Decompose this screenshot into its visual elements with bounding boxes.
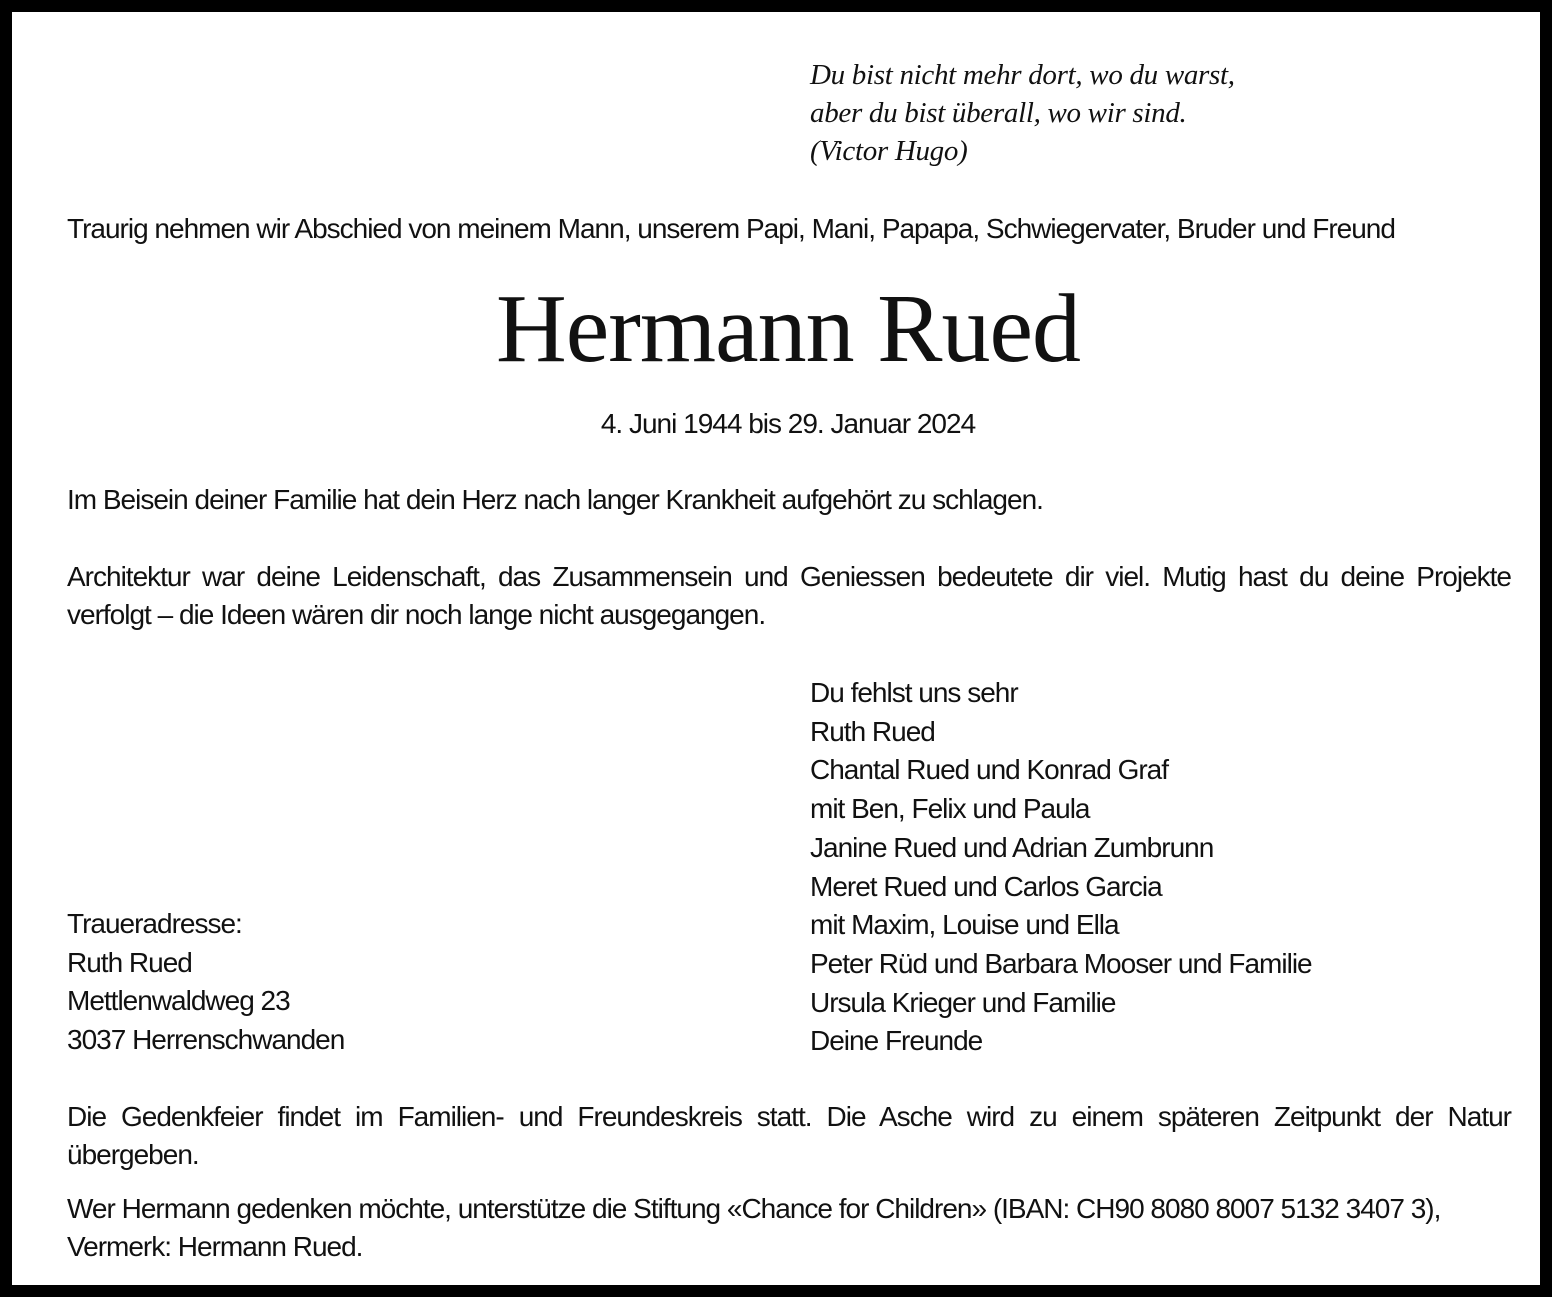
mourners-list xyxy=(810,674,1312,1061)
mourner-entry: Peter Rüd und Barbara Mooser und Familie xyxy=(810,947,1312,979)
mourner-entry: Chantal Rued und Konrad Graf xyxy=(810,754,1169,786)
address-label: Traueradresse: xyxy=(67,908,242,939)
mourners-heading: Du fehlst uns sehr xyxy=(810,677,1018,708)
mourner-entry: Janine Rued und Adrian Zumbrunn xyxy=(810,831,1214,863)
quote-line: aber du bist überall, wo wir sind. xyxy=(810,97,1187,129)
mourner-entry: Deine Freunde xyxy=(810,1025,983,1057)
paragraph-tribute: Architektur war deine Leidenschaft, das Zusammensein und Geniessen bedeutete dir viel. Mutig hast du deine Projekte verfolgt – die Ideen wären dir noch lange nicht ausgegangen. xyxy=(67,561,1511,630)
donation-reference: Vermerk: Hermann Rued. xyxy=(67,1231,363,1262)
memorial-info: Die Gedenkfeier findet im Familien- und Freundeskreis statt. Die Asche wird zu einem späteren Zeitpunkt der Natur übergeben. xyxy=(67,1101,1511,1170)
deceased-name: Hermann Rued xyxy=(496,275,1080,383)
mourner-entry: Ursula Krieger und Familie xyxy=(810,986,1116,1018)
quote-attribution: (Victor Hugo) xyxy=(810,135,968,167)
address-city: 3037 Herrenschwanden xyxy=(67,1024,345,1056)
mourner-entry: Meret Rued und Carlos Garcia xyxy=(810,870,1162,902)
mourning-address xyxy=(67,905,344,1060)
donation-info xyxy=(67,1190,1511,1266)
mourner-entry: mit Ben, Felix und Paula xyxy=(810,793,1090,825)
quote-block xyxy=(810,56,1235,170)
donation-line: Wer Hermann gedenken möchte, unterstütze die Stiftung «Chance for Children» (IBAN: CH90 8080 8007 5132 3407 3), xyxy=(67,1193,1441,1224)
address-name: Ruth Rued xyxy=(67,946,192,978)
life-dates: 4. Juni 1944 bis 29. Januar 2024 xyxy=(600,408,976,439)
intro-text: Traurig nehmen wir Abschied von meinem Mann, unserem Papi, Mani, Papapa, Schwiegervater, Bruder und Freund xyxy=(67,213,1395,244)
mourner-entry: mit Maxim, Louise und Ella xyxy=(810,909,1119,941)
address-street: Mettlenwaldweg 23 xyxy=(67,985,290,1017)
mourner-entry: Ruth Rued xyxy=(810,715,935,747)
paragraph-passing: Im Beisein deiner Familie hat dein Herz nach langer Krankheit aufgehört zu schlagen. xyxy=(67,484,1043,515)
quote-line: Du bist nicht mehr dort, wo du warst, xyxy=(810,59,1235,91)
